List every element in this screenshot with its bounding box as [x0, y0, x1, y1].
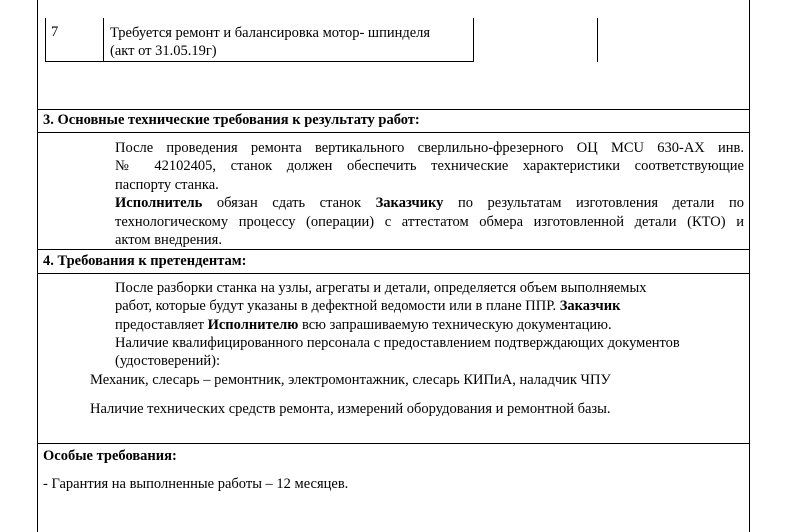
contractor-bold: Исполнитель — [115, 195, 203, 211]
section4-top-border — [37, 249, 750, 250]
inner-table-bottom — [45, 61, 474, 62]
section4-p2-line1: Наличие квалифицированного персонала с предоставлением подтверждающих документов — [115, 335, 680, 351]
row7-text-line2: (акт от 31.05.19г) — [110, 43, 217, 59]
section3-title: 3. Основные технические требования к результату работ: — [43, 112, 420, 128]
inner-table-col3 — [597, 18, 598, 62]
inner-table-col1 — [103, 18, 104, 62]
section4-p1-line1: После разборки станка на узлы, агрегаты и детали, определяется объем выполняемых — [115, 280, 647, 296]
section4-p4: Наличие технических средств ремонта, измерений оборудования и ремонтной базы. — [90, 401, 611, 417]
section4-title: 4. Требования к претендентам: — [43, 253, 247, 269]
section3-p2-line3: актом внедрения. — [115, 232, 222, 248]
section3-p1-line2: № 42102405, станок должен обеспечить технические характеристики соответствующие — [115, 158, 744, 174]
outer-border-left — [37, 0, 38, 532]
special-title: Особые требования: — [43, 448, 177, 464]
section3-title-border — [37, 132, 750, 133]
section4-p3: Механик, слесарь – ремонтник, электромонтажник, слесарь КИПиА, наладчик ЧПУ — [90, 372, 611, 388]
row7-number: 7 — [51, 24, 59, 40]
section4-p2-line2: (удостоверений): — [115, 353, 221, 369]
customer-bold: Заказчику — [375, 195, 444, 211]
row7-text-line1: Требуется ремонт и балансировка мотор- шпинделя — [110, 25, 431, 41]
section3-p2-line2: технологическому процессу (операции) с аттестатом обмера изготовленной детали (КТО) и — [115, 214, 744, 230]
section3-top-border — [37, 109, 750, 110]
section3-p1-line3: паспорту станка. — [115, 177, 219, 193]
section3-p1-line1: После проведения ремонта вертикального сверлильно-фрезерного ОЦ MCU 630-AX инв. — [115, 140, 744, 156]
section4-title-border — [37, 273, 750, 274]
section4-p1-line2: работ, которые будут указаны в дефектной ведомости или в плане ППР. Заказчик — [115, 298, 621, 314]
inner-table-left — [45, 18, 46, 62]
special-warranty: - Гарантия на выполненные работы – 12 месяцев. — [43, 476, 349, 492]
special-top-border — [37, 443, 750, 444]
section4-p1-line3: предоставляет Исполнителю всю запрашиваемую техническую документацию. — [115, 317, 612, 333]
section3-p2-line1: Исполнитель обязан сдать станок Заказчику по результатам изготовления детали по — [115, 195, 744, 211]
outer-border-right — [749, 0, 750, 532]
inner-table-col2 — [473, 18, 474, 62]
